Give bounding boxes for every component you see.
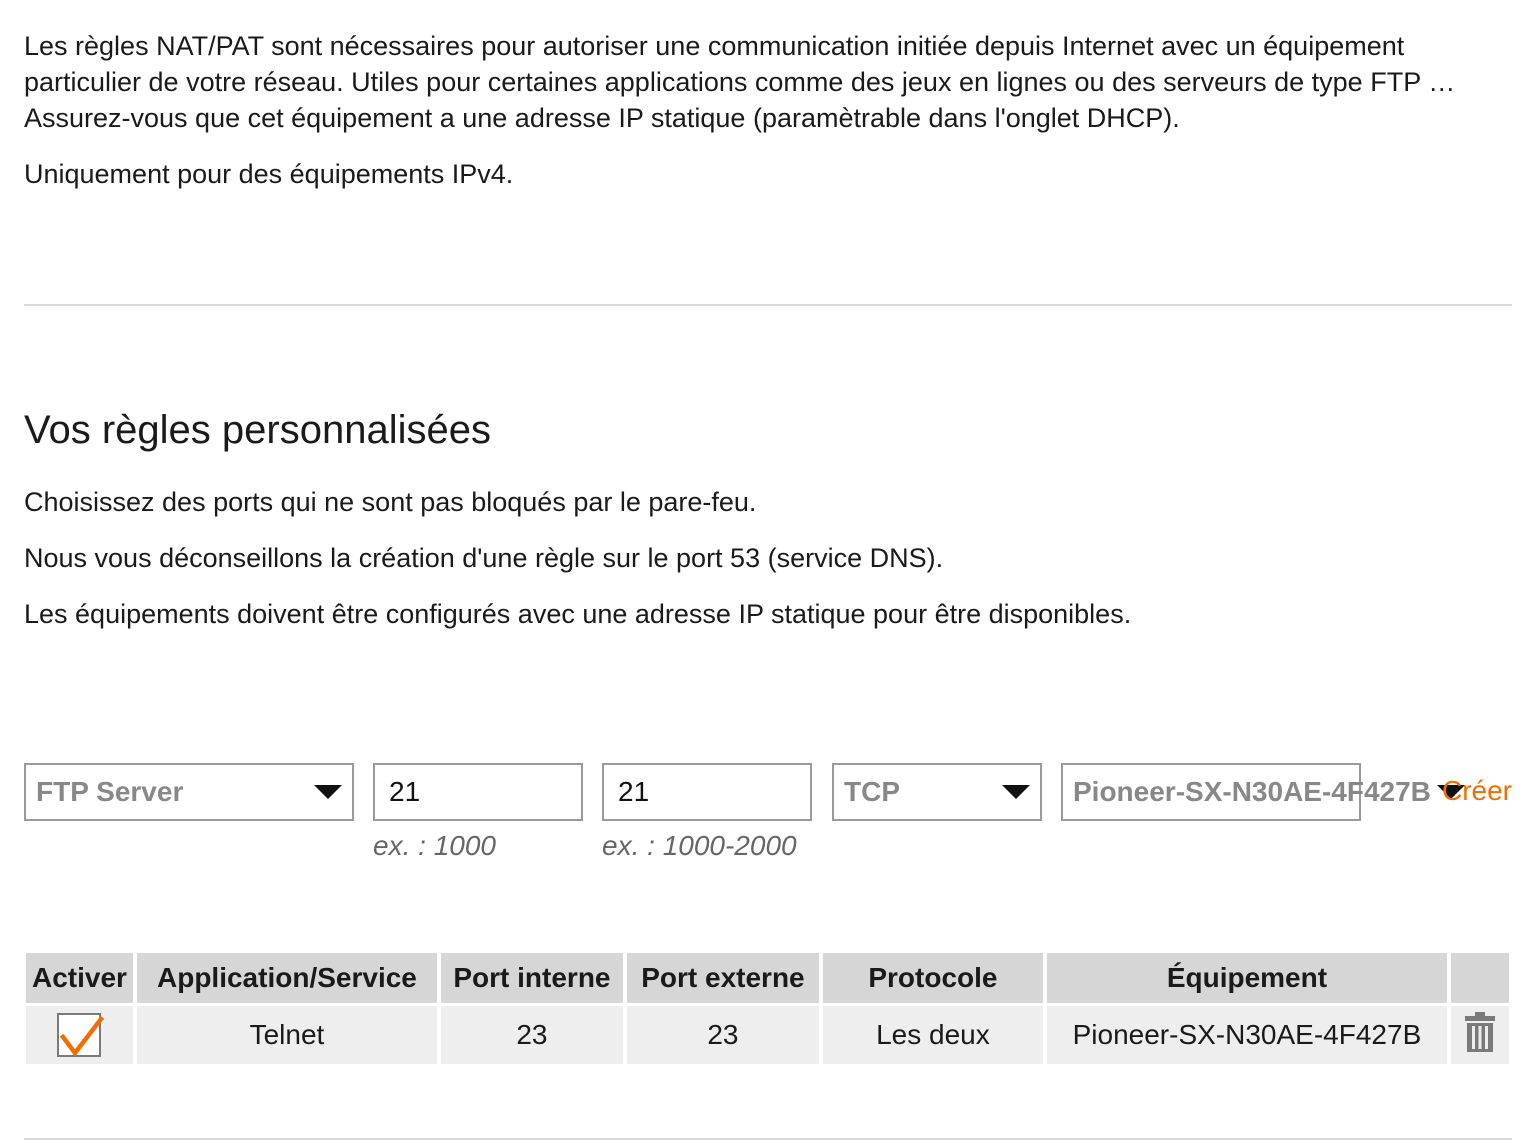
header-port-externe: Port externe <box>627 953 819 1003</box>
internal-port-hint: ex. : 1000 <box>373 830 496 861</box>
application-cell: Telnet <box>137 1006 437 1064</box>
enable-cell <box>26 1006 133 1064</box>
note-static-ip: Les équipements doivent être configurés avec une adresse IP statique pour être disponibles. <box>24 599 1132 629</box>
table-row <box>26 1006 1509 1064</box>
external-port-input[interactable] <box>602 763 812 821</box>
ipv4-note: Uniquement pour des équipements IPv4. <box>24 159 514 189</box>
internal-port-cell: 23 <box>441 1006 623 1064</box>
device-select-value: Pioneer-SX-N30AE-4F427B <box>1073 776 1431 807</box>
header-activer: Activer <box>26 953 133 1003</box>
intro-text <box>24 28 1514 192</box>
table-header-row <box>26 953 1509 1003</box>
note-dns: Nous vous déconseillons la création d'une règle sur le port 53 (service DNS). <box>24 543 944 573</box>
note-firewall: Choisissez des ports qui ne sont pas bloqués par le pare-feu. <box>24 487 757 517</box>
checkmark-icon <box>57 1013 105 1061</box>
section-divider <box>24 304 1512 306</box>
section-notes <box>24 484 1514 632</box>
intro-paragraph: Les règles NAT/PAT sont nécessaires pour autoriser une communication initiée depuis Internet avec un équipement particulier de votre réseau. Utiles pour certaines applications comme des jeux en lignes ou des serveurs de type FTP … Assurez-vous que cet équipement a une adresse IP statique (paramètrable dans l'onglet DHCP). <box>24 31 1456 133</box>
internal-port-input[interactable] <box>373 763 583 821</box>
header-actions <box>1451 953 1509 1003</box>
chevron-down-icon <box>314 785 342 799</box>
rules-table <box>22 950 1513 1067</box>
enable-checkbox[interactable] <box>57 1013 101 1057</box>
external-port-cell: 23 <box>627 1006 819 1064</box>
section-title: Vos règles personnalisées <box>24 408 491 452</box>
delete-cell <box>1451 1006 1509 1064</box>
chevron-down-icon <box>1002 785 1030 799</box>
header-protocole: Protocole <box>823 953 1043 1003</box>
trash-icon[interactable] <box>1464 1011 1496 1060</box>
bottom-divider <box>24 1138 1512 1140</box>
application-select-value: FTP Server <box>36 776 184 807</box>
protocol-select-value: TCP <box>844 776 900 807</box>
protocol-select[interactable] <box>832 763 1042 821</box>
protocol-cell: Les deux <box>823 1006 1043 1064</box>
header-port-interne: Port interne <box>441 953 623 1003</box>
device-cell: Pioneer-SX-N30AE-4F427B <box>1047 1006 1447 1064</box>
header-equipement: Équipement <box>1047 953 1447 1003</box>
external-port-hint: ex. : 1000-2000 <box>602 830 797 861</box>
header-application: Application/Service <box>137 953 437 1003</box>
application-select[interactable] <box>24 763 354 821</box>
create-button[interactable]: Créer <box>1441 775 1512 806</box>
device-select[interactable] <box>1061 763 1431 821</box>
